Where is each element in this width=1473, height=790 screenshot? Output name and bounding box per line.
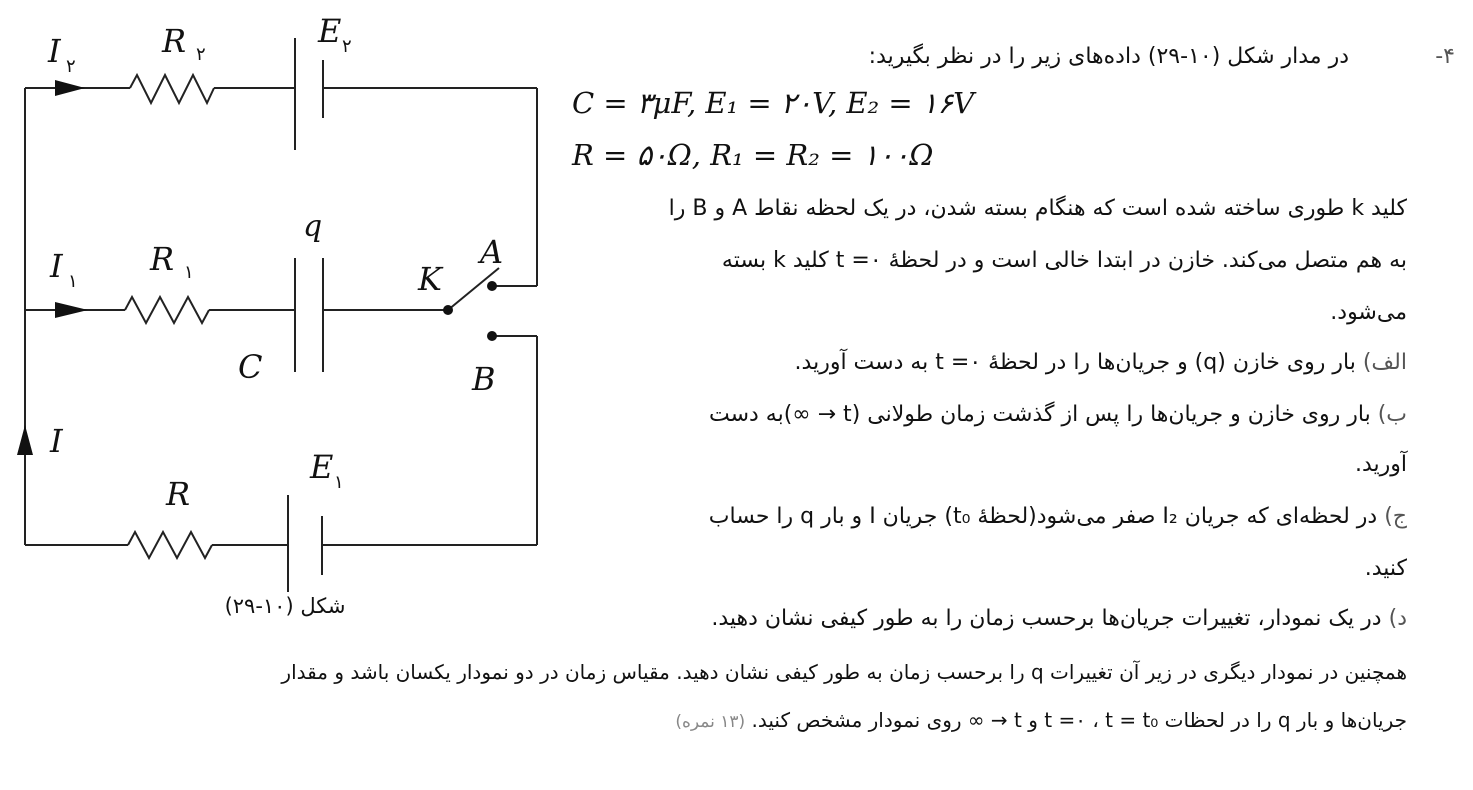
label-i1: I [50,247,63,285]
arrow-i1 [55,302,88,318]
label-e2-sub: ۲ [342,36,352,57]
circuit-diagram [0,0,560,640]
given-line-1: C = ۳μF, E₁ = ۲۰V, E₂ = ۱۶V [572,86,975,120]
part-c-label: ج) [1384,504,1407,529]
part-b-line-2: آورید. [1354,452,1407,477]
paragraph-line-1: کلید k طوری ساخته شده است که هنگام بسته شدن، در یک لحظه نقاط A و B را [668,196,1407,221]
part-b-text-1: بار روی خازن و جریان‌ها را پس از گذشت زمان طولانی (t → ∞)به دست [708,402,1371,427]
label-b: B [472,360,496,398]
score-badge: (۱۳ نمره) [675,712,746,732]
question-number: -۴ [1435,44,1455,69]
part-b-label: ب) [1377,402,1407,427]
label-e1-sub: ۱ [334,472,344,493]
label-q: q [303,209,323,244]
figure-caption: شکل (۱۰-۲۹) [224,594,346,618]
switch-k-pivot [443,305,453,315]
label-i1-sub: ۱ [68,271,78,292]
arrow-i2 [55,80,85,96]
part-b-line-1 [709,402,1407,427]
part-c-line-1 [709,504,1407,529]
final-line-2-text: جریان‌ها و بار q را در لحظات t =۰ ، t = t₀ و t → ∞ روی نمودار مشخص کنید. [751,708,1407,732]
label-a: A [480,233,504,271]
part-c-line-2: کنید. [1364,556,1407,581]
final-line-1: همچنین در نمودار دیگری در زیر آن تغییرات q را برحسب زمان به طور کیفی نشان دهید. مقیاس زمان در دو نمودار یکسان باشد و مقدار [281,660,1407,684]
paragraph-line-2: به هم متصل می‌کند. خازن در ابتدا خالی است و در لحظهٔ t =۰ کلید k بسته [721,248,1407,273]
contact-b [487,331,497,341]
contact-a [487,281,497,291]
label-c: C [238,348,263,386]
part-d-text: در یک نمودار، تغییرات جریان‌ها برحسب زمان را به طور کیفی نشان دهید. [711,606,1382,631]
part-a-text: بار روی خازن (q) و جریان‌ها را در لحظهٔ t =۰ به دست آورید. [794,350,1356,375]
part-a [795,350,1407,375]
label-e1: E [310,448,334,486]
problem-intro: در مدار شکل (۱۰-۲۹) داده‌های زیر را در نظر بگیرید: [868,44,1349,69]
label-r1: R [150,240,175,278]
final-line-2 [675,708,1407,732]
given-line-2: R = ۵۰Ω, R₁ = R₂ = ۱۰۰Ω [572,138,934,172]
part-a-label: الف) [1362,350,1407,375]
label-i: I [50,422,63,460]
label-i2-sub: ۲ [66,56,76,77]
part-c-text-1: در لحظه‌ای که جریان I₂ صفر می‌شود(لحظهٔ t₀) جریان I و بار q را حساب [708,504,1378,529]
resistor-r1 [125,297,209,323]
paragraph-line-3: می‌شود. [1330,300,1407,325]
label-i2: I [48,32,61,70]
arrow-i [17,425,33,455]
label-r: R [166,475,191,513]
label-r2-sub: ۲ [196,44,206,65]
resistor-r [128,532,212,558]
label-e2: E [318,12,342,50]
label-r2: R [162,22,187,60]
part-d-label: د) [1388,606,1407,631]
resistor-r2 [130,75,214,103]
part-d [711,606,1407,631]
label-r1-sub: ۱ [184,262,194,283]
label-k: K [418,260,442,298]
